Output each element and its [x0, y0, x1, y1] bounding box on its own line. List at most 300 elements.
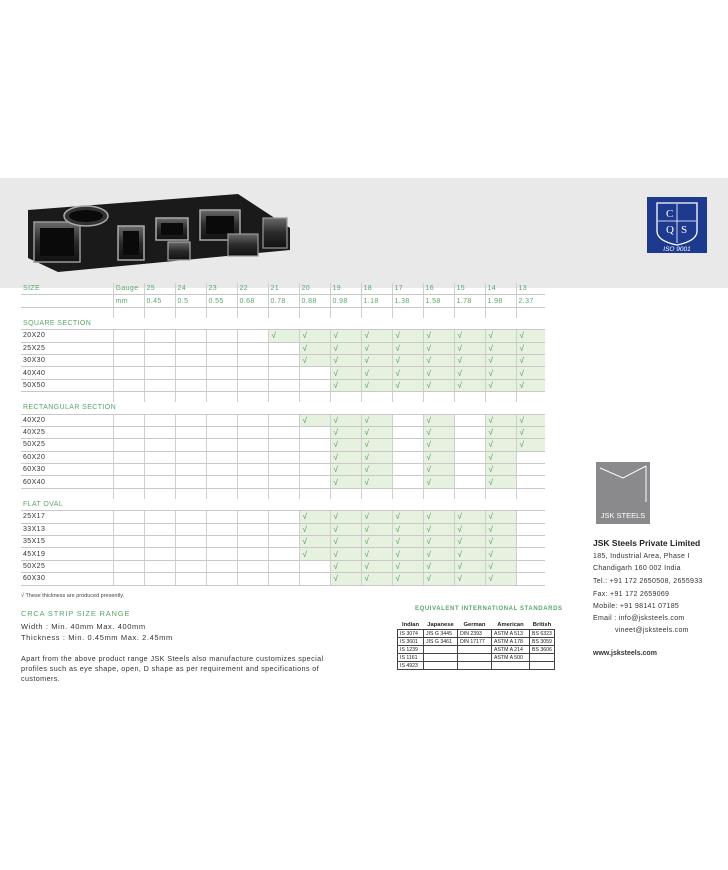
gauge-value: 14: [485, 283, 516, 295]
check-cell: √: [516, 330, 545, 342]
check-cell: √: [392, 342, 423, 354]
mm-value: 0.98: [330, 295, 361, 307]
empty-cell: [237, 523, 268, 535]
check-cell: √: [454, 342, 485, 354]
check-cell: √: [330, 548, 361, 560]
empty-cell: [237, 439, 268, 451]
empty-cell: [268, 548, 299, 560]
empty-cell: [454, 414, 485, 426]
row-blank: [113, 573, 144, 585]
gauge-label: Gauge: [113, 283, 144, 295]
empty-cell: [268, 464, 299, 476]
empty-cell: [144, 426, 175, 438]
check-cell: √: [299, 414, 330, 426]
standards-cell: JIS G 3445: [424, 630, 458, 638]
header-row-gauge: [21, 283, 545, 295]
row-size: 33X13: [21, 523, 113, 535]
empty-cell: [392, 439, 423, 451]
table-row: [21, 523, 545, 535]
mm-value: 0.78: [268, 295, 299, 307]
row-blank: [113, 330, 144, 342]
row-size: 20X20: [21, 330, 113, 342]
standards-cell: IS 4923: [398, 662, 424, 670]
standards-cell: ASTM A 178: [492, 638, 530, 646]
size-header: SIZE: [21, 283, 113, 295]
empty-cell: [392, 451, 423, 463]
check-cell: √: [485, 354, 516, 366]
row-size: 50X25: [21, 439, 113, 451]
standards-cell: [424, 662, 458, 670]
table-row: [21, 342, 545, 354]
gap-cell: [206, 392, 237, 403]
gauge-value: 21: [268, 283, 299, 295]
check-cell: √: [516, 379, 545, 391]
row-blank: [113, 523, 144, 535]
company-email-2[interactable]: vineet@jsksteels.com: [615, 627, 689, 634]
row-size: 25X25: [21, 342, 113, 354]
standards-header: British: [530, 620, 555, 630]
empty-cell: [299, 426, 330, 438]
gap-cell: [516, 488, 545, 499]
check-cell: √: [330, 414, 361, 426]
standards-cell: BS 3059: [530, 638, 555, 646]
check-cell: √: [423, 426, 454, 438]
gap-cell: [268, 488, 299, 499]
empty-cell: [175, 523, 206, 535]
check-cell: √: [330, 573, 361, 585]
empty-cell: [299, 573, 330, 585]
section-title-row: [21, 499, 545, 511]
company-address-2: Chandigarh 160 002 India: [593, 565, 681, 572]
check-cell: √: [361, 367, 392, 379]
empty-cell: [175, 536, 206, 548]
row-blank: [113, 548, 144, 560]
mm-value: 1.38: [392, 295, 423, 307]
row-blank: [113, 367, 144, 379]
empty-cell: [516, 573, 545, 585]
empty-cell: [144, 414, 175, 426]
empty-cell: [268, 536, 299, 548]
empty-cell: [144, 511, 175, 523]
gap-cell: [485, 488, 516, 499]
company-fax: Fax: +91 172 2659069: [593, 591, 670, 598]
empty-cell: [144, 330, 175, 342]
empty-cell: [237, 451, 268, 463]
check-cell: √: [423, 476, 454, 488]
company-website[interactable]: www.jsksteels.com: [593, 650, 657, 657]
gap-cell: [454, 488, 485, 499]
check-cell: √: [423, 548, 454, 560]
company-address-1: 185, Industrial Area, Phase I: [593, 553, 690, 560]
standards-header: Japanese: [424, 620, 458, 630]
gauge-value: 25: [144, 283, 175, 295]
row-size: 60X40: [21, 476, 113, 488]
check-cell: √: [361, 523, 392, 535]
empty-cell: [175, 426, 206, 438]
logo-text: JSK STEELS: [600, 511, 646, 520]
empty-cell: [268, 439, 299, 451]
row-blank: [113, 536, 144, 548]
empty-cell: [516, 548, 545, 560]
gap-cell: [299, 307, 330, 318]
standards-cell: IS 1161: [398, 654, 424, 662]
row-blank: [113, 342, 144, 354]
gap-cell: [175, 488, 206, 499]
empty-cell: [392, 476, 423, 488]
empty-cell: [206, 464, 237, 476]
empty-cell: [237, 426, 268, 438]
gap-cell: [516, 392, 545, 403]
mm-value: 0.55: [206, 295, 237, 307]
check-cell: √: [392, 354, 423, 366]
check-cell: √: [299, 523, 330, 535]
empty-cell: [237, 342, 268, 354]
check-cell: √: [485, 476, 516, 488]
check-cell: √: [485, 414, 516, 426]
gauge-value: 18: [361, 283, 392, 295]
check-cell: √: [423, 573, 454, 585]
empty-cell: [516, 511, 545, 523]
iso-9001-badge: [647, 197, 707, 253]
empty-cell: [268, 342, 299, 354]
check-cell: √: [516, 426, 545, 438]
gap-cell: [237, 392, 268, 403]
check-cell: √: [392, 536, 423, 548]
empty-cell: [516, 476, 545, 488]
empty-cell: [237, 560, 268, 572]
gap-cell: [330, 488, 361, 499]
check-cell: √: [392, 367, 423, 379]
check-cell: √: [454, 548, 485, 560]
standards-cell: [530, 654, 555, 662]
gap-cell: [299, 488, 330, 499]
company-mobile: Mobile: +91 98141 07185: [593, 603, 680, 610]
table-row: [21, 573, 545, 585]
empty-cell: [299, 560, 330, 572]
table-row: [21, 439, 545, 451]
mm-value: 1.78: [454, 295, 485, 307]
empty-cell: [268, 451, 299, 463]
steel-tubes-photo: [28, 188, 290, 272]
empty-cell: [175, 560, 206, 572]
empty-cell: [175, 511, 206, 523]
check-cell: √: [330, 354, 361, 366]
check-cell: √: [516, 354, 545, 366]
empty-cell: [144, 464, 175, 476]
mm-value: 1.58: [423, 295, 454, 307]
check-cell: √: [516, 342, 545, 354]
empty-cell: [206, 536, 237, 548]
check-cell: √: [361, 330, 392, 342]
size-header-blank: [21, 295, 113, 307]
gap-cell: [361, 392, 392, 403]
check-cell: √: [423, 330, 454, 342]
gauge-value: 20: [299, 283, 330, 295]
check-cell: √: [361, 451, 392, 463]
gap-cell: [392, 307, 423, 318]
section-gap: [21, 392, 545, 403]
empty-cell: [516, 523, 545, 535]
table-row: [21, 536, 545, 548]
empty-cell: [237, 379, 268, 391]
empty-cell: [299, 451, 330, 463]
gap-cell: [361, 307, 392, 318]
empty-cell: [268, 476, 299, 488]
empty-cell: [144, 476, 175, 488]
empty-cell: [268, 573, 299, 585]
check-cell: √: [330, 330, 361, 342]
crca-thickness: Thickness : Min. 0.45mm Max. 2.45mm: [21, 633, 173, 642]
check-cell: √: [392, 548, 423, 560]
empty-cell: [268, 354, 299, 366]
empty-cell: [144, 379, 175, 391]
table-row: [21, 426, 545, 438]
check-cell: √: [361, 439, 392, 451]
standards-cell: [458, 646, 492, 654]
empty-cell: [175, 414, 206, 426]
row-blank: [113, 426, 144, 438]
empty-cell: [268, 414, 299, 426]
check-cell: √: [454, 511, 485, 523]
empty-cell: [268, 367, 299, 379]
standards-cell: [458, 654, 492, 662]
check-cell: √: [423, 511, 454, 523]
empty-cell: [299, 379, 330, 391]
crca-title: CRCA STRIP SIZE RANGE: [21, 609, 131, 618]
empty-cell: [516, 536, 545, 548]
check-cell: √: [516, 414, 545, 426]
check-cell: √: [485, 439, 516, 451]
empty-cell: [299, 476, 330, 488]
empty-cell: [144, 523, 175, 535]
empty-cell: [268, 523, 299, 535]
empty-cell: [206, 342, 237, 354]
gap-cell: [268, 307, 299, 318]
check-cell: √: [423, 342, 454, 354]
gap-cell: [21, 392, 113, 403]
gauge-value: 19: [330, 283, 361, 295]
empty-cell: [144, 560, 175, 572]
standards-row: [398, 638, 555, 646]
row-size: 30X30: [21, 354, 113, 366]
gauge-value: 15: [454, 283, 485, 295]
standards-cell: [458, 662, 492, 670]
row-size: 60X30: [21, 573, 113, 585]
iso-letter-s: S: [681, 224, 688, 236]
check-cell: √: [454, 573, 485, 585]
check-cell: √: [361, 379, 392, 391]
standards-cell: [424, 654, 458, 662]
check-cell: √: [423, 414, 454, 426]
standards-header: German: [458, 620, 492, 630]
special-profiles-note: Apart from the above product range JSK Steels also manufacture customizes special profiles such as eye shape, open, D shape as per requirement and specifications of customers.: [21, 654, 324, 683]
row-blank: [113, 511, 144, 523]
empty-cell: [175, 367, 206, 379]
check-cell: √: [361, 560, 392, 572]
empty-cell: [206, 548, 237, 560]
gap-cell: [113, 307, 144, 318]
gap-cell: [454, 307, 485, 318]
empty-cell: [206, 367, 237, 379]
gap-cell: [206, 307, 237, 318]
empty-cell: [268, 560, 299, 572]
empty-cell: [175, 548, 206, 560]
check-cell: √: [423, 354, 454, 366]
table-row: [21, 330, 545, 342]
table-row: [21, 511, 545, 523]
empty-cell: [144, 536, 175, 548]
check-cell: √: [485, 379, 516, 391]
table-row: [21, 367, 545, 379]
gap-cell: [21, 488, 113, 499]
mm-label: mm: [113, 295, 144, 307]
empty-cell: [454, 426, 485, 438]
table-row: [21, 354, 545, 366]
empty-cell: [454, 451, 485, 463]
check-cell: √: [392, 560, 423, 572]
mm-value: 0.5: [175, 295, 206, 307]
empty-cell: [268, 511, 299, 523]
table-row: [21, 414, 545, 426]
row-size: 60X30: [21, 464, 113, 476]
iso-label: ISO 9001: [663, 246, 691, 253]
gap-cell: [237, 307, 268, 318]
check-cell: √: [454, 330, 485, 342]
gauge-value: 13: [516, 283, 545, 295]
empty-cell: [516, 464, 545, 476]
empty-cell: [237, 330, 268, 342]
empty-cell: [144, 439, 175, 451]
standards-row: [398, 630, 555, 638]
empty-cell: [237, 548, 268, 560]
check-cell: √: [330, 560, 361, 572]
check-cell: √: [485, 330, 516, 342]
check-cell: √: [268, 330, 299, 342]
empty-cell: [144, 573, 175, 585]
company-email[interactable]: Email : info@jsksteels.com: [593, 615, 685, 622]
check-cell: √: [423, 536, 454, 548]
check-cell: √: [299, 354, 330, 366]
section-title: SQUARE SECTION: [21, 318, 545, 330]
gap-cell: [330, 392, 361, 403]
empty-cell: [175, 354, 206, 366]
empty-cell: [175, 464, 206, 476]
section-title: FLAT OVAL: [21, 499, 545, 511]
check-cell: √: [392, 330, 423, 342]
check-cell: √: [454, 354, 485, 366]
gap-cell: [175, 392, 206, 403]
empty-cell: [144, 548, 175, 560]
empty-cell: [206, 560, 237, 572]
gap-cell: [144, 488, 175, 499]
empty-cell: [268, 426, 299, 438]
empty-cell: [454, 439, 485, 451]
standards-cell: IS 3074: [398, 630, 424, 638]
empty-cell: [299, 367, 330, 379]
empty-cell: [268, 379, 299, 391]
check-cell: √: [423, 451, 454, 463]
standards-cell: DIN 2393: [458, 630, 492, 638]
standards-cell: BS 3606: [530, 646, 555, 654]
standards-header-row: [398, 620, 555, 630]
check-cell: √: [330, 536, 361, 548]
standards-cell: IS 3601: [398, 638, 424, 646]
row-size: 40X20: [21, 414, 113, 426]
empty-cell: [206, 523, 237, 535]
company-name: JSK Steels Private Limited: [593, 538, 701, 548]
empty-cell: [206, 354, 237, 366]
gap-cell: [268, 392, 299, 403]
row-size: 40X25: [21, 426, 113, 438]
empty-cell: [237, 367, 268, 379]
empty-cell: [237, 476, 268, 488]
check-cell: √: [392, 511, 423, 523]
empty-cell: [237, 464, 268, 476]
check-cell: √: [361, 464, 392, 476]
empty-cell: [454, 476, 485, 488]
check-cell: √: [330, 439, 361, 451]
section-title-row: [21, 318, 545, 330]
table-footnote: √ These thickness are produced presently.: [21, 593, 125, 599]
empty-cell: [206, 379, 237, 391]
empty-cell: [175, 573, 206, 585]
check-cell: √: [423, 367, 454, 379]
table-row: [21, 476, 545, 488]
check-cell: √: [516, 367, 545, 379]
check-cell: √: [361, 354, 392, 366]
empty-cell: [392, 414, 423, 426]
table-row: [21, 379, 545, 391]
gauge-table: [21, 283, 545, 586]
mm-value: 2.37: [516, 295, 545, 307]
empty-cell: [206, 414, 237, 426]
standards-header: Indian: [398, 620, 424, 630]
check-cell: √: [423, 464, 454, 476]
mm-value: 0.68: [237, 295, 268, 307]
empty-cell: [299, 464, 330, 476]
gap-cell: [392, 488, 423, 499]
check-cell: √: [330, 511, 361, 523]
standards-table: [397, 620, 555, 670]
check-cell: √: [361, 573, 392, 585]
check-cell: √: [485, 523, 516, 535]
empty-cell: [392, 426, 423, 438]
gap-cell: [423, 488, 454, 499]
check-cell: √: [454, 536, 485, 548]
empty-cell: [175, 476, 206, 488]
mm-value: 1.18: [361, 295, 392, 307]
gap-cell: [175, 307, 206, 318]
empty-cell: [206, 330, 237, 342]
standards-title: EQUIVALENT INTERNATIONAL STANDARDS: [415, 606, 563, 612]
empty-cell: [175, 451, 206, 463]
empty-cell: [175, 439, 206, 451]
empty-cell: [454, 464, 485, 476]
standards-row: [398, 654, 555, 662]
empty-cell: [237, 414, 268, 426]
row-size: 50X50: [21, 379, 113, 391]
empty-cell: [392, 464, 423, 476]
check-cell: √: [361, 476, 392, 488]
mm-value: 0.45: [144, 295, 175, 307]
empty-cell: [237, 536, 268, 548]
check-cell: √: [454, 379, 485, 391]
check-cell: √: [454, 523, 485, 535]
gap-cell: [299, 392, 330, 403]
row-blank: [113, 414, 144, 426]
standards-cell: ASTM A 214: [492, 646, 530, 654]
standards-cell: [492, 662, 530, 670]
